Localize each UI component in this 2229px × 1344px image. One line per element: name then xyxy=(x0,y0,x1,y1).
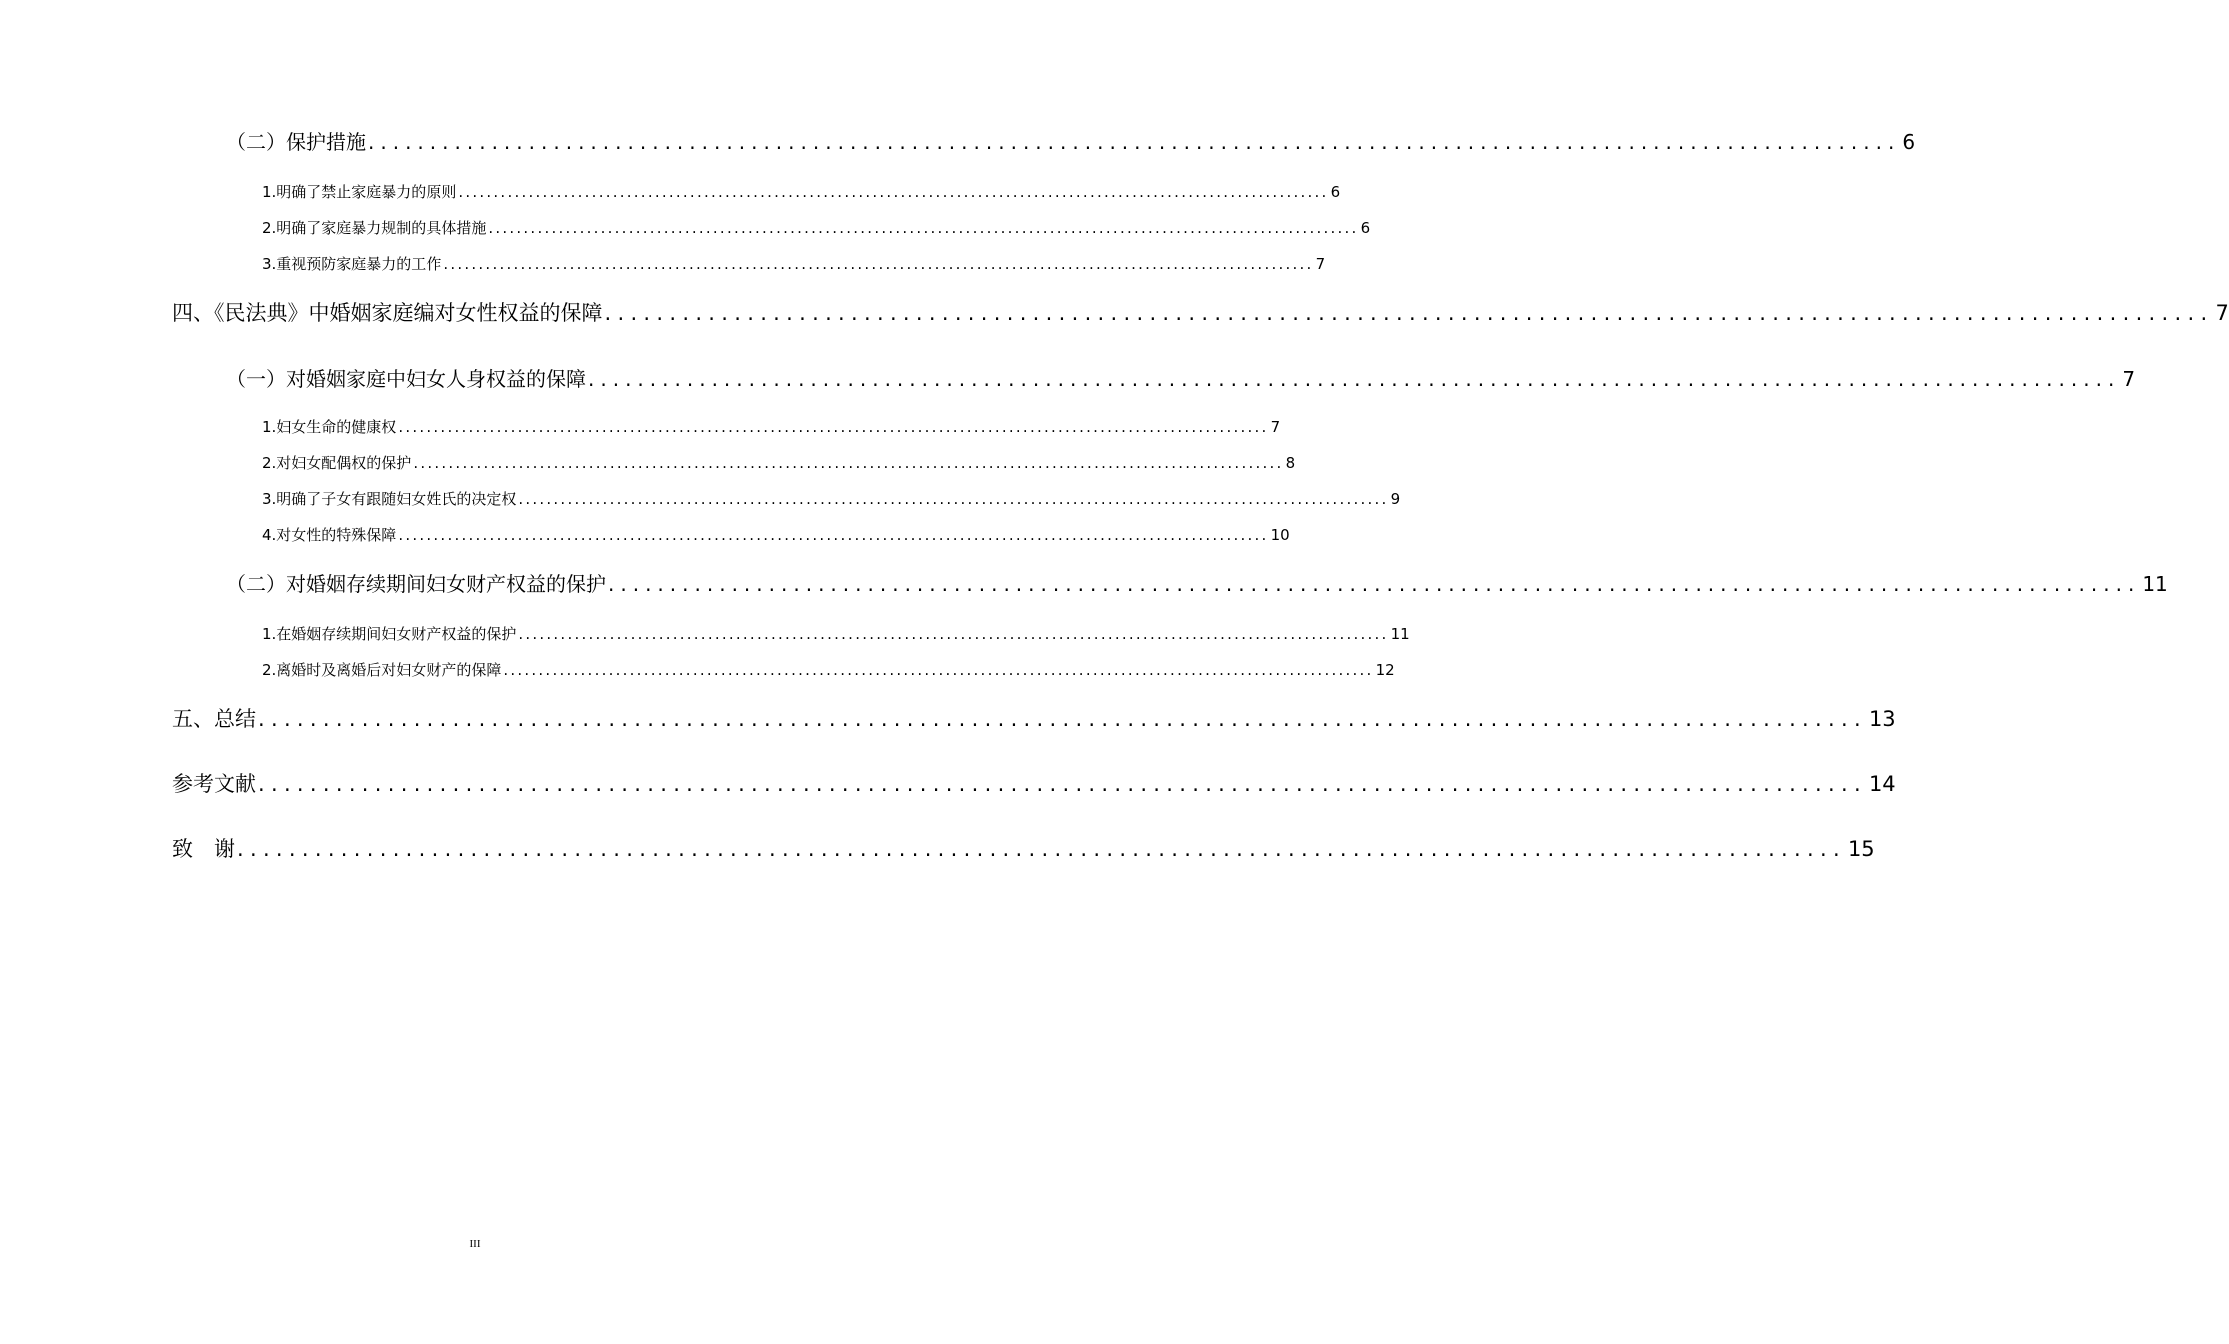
toc-entry[interactable] xyxy=(226,363,2136,392)
toc-entry-page: 12 xyxy=(1375,661,1395,679)
toc-entry[interactable] xyxy=(262,217,1371,238)
toc-leader-dots: ............................................................................................................................ xyxy=(458,183,1329,201)
toc-entry-title: 四、《民法典》中婚姻家庭编对女性权益的保障 xyxy=(172,301,603,325)
toc-entry[interactable] xyxy=(262,452,1296,473)
toc-entry[interactable] xyxy=(172,297,2229,327)
toc-entry[interactable] xyxy=(262,253,1326,274)
toc-entry-title: 1.明确了禁止家庭暴力的原则 xyxy=(262,183,457,201)
toc-entry[interactable] xyxy=(262,659,1395,680)
toc-leader-dots: ............................................................................................................................ xyxy=(237,837,1846,861)
toc-entry-page: 6 xyxy=(1902,130,1916,154)
toc-entry[interactable] xyxy=(262,623,1410,644)
toc-leader-dots: ............................................................................................................................ xyxy=(258,707,1867,731)
toc-entry-page: 11 xyxy=(1390,625,1410,643)
toc-entry-title: 3.重视预防家庭暴力的工作 xyxy=(262,255,442,273)
toc-entry-title: 2.对妇女配偶权的保护 xyxy=(262,454,412,472)
toc-entry-title: 1.在婚姻存续期间妇女财产权益的保护 xyxy=(262,625,517,643)
toc-leader-dots: ............................................................................................................................ xyxy=(503,661,1374,679)
toc-entry-title: 4.对女性的特殊保障 xyxy=(262,526,397,544)
toc-entry-page: 7 xyxy=(2215,301,2229,325)
toc-entry[interactable] xyxy=(172,703,1896,733)
toc-leader-dots: ............................................................................................................................ xyxy=(398,526,1269,544)
toc-leader-dots: ............................................................................................................................ xyxy=(258,772,1867,796)
toc-leader-dots: ............................................................................................................................ xyxy=(488,219,1359,237)
page-number-footer: III xyxy=(469,1238,481,1250)
toc-entry-page: 8 xyxy=(1285,454,1296,472)
toc-leader-dots: ............................................................................................................................ xyxy=(604,301,2214,325)
toc-entry-page: 7 xyxy=(2122,367,2136,391)
toc-entry-title: 1.妇女生命的健康权 xyxy=(262,418,397,436)
toc-leader-dots: ............................................................................................................................ xyxy=(518,490,1389,508)
toc-entry[interactable] xyxy=(262,416,1281,437)
toc-entry[interactable] xyxy=(262,488,1401,509)
toc-entry-page: 10 xyxy=(1270,526,1290,544)
toc-entry-page: 6 xyxy=(1360,219,1371,237)
toc-entry[interactable] xyxy=(262,181,1341,202)
toc-entry-title: （一）对婚姻家庭中妇女人身权益的保障 xyxy=(226,367,586,391)
toc-entry[interactable] xyxy=(172,768,1896,798)
toc-leader-dots: ............................................................................................................................ xyxy=(413,454,1284,472)
toc-entry-title: 3.明确了子女有跟随妇女姓氏的决定权 xyxy=(262,490,517,508)
toc-entry[interactable] xyxy=(172,833,1875,863)
toc-entry-page: 6 xyxy=(1330,183,1341,201)
toc-leader-dots: ............................................................................................................................ xyxy=(608,572,2141,596)
toc-entry-title: 2.离婚时及离婚后对妇女财产的保障 xyxy=(262,661,502,679)
toc-entry-page: 9 xyxy=(1390,490,1401,508)
toc-leader-dots: ............................................................................................................................ xyxy=(518,625,1389,643)
toc-leader-dots: ............................................................................................................................ xyxy=(398,418,1269,436)
toc-entry-page: 14 xyxy=(1868,772,1896,796)
toc-entry[interactable] xyxy=(226,568,2168,597)
toc-entry-title: （二）对婚姻存续期间妇女财产权益的保护 xyxy=(226,572,606,596)
toc-entry[interactable] xyxy=(226,126,1916,155)
toc-leader-dots: ............................................................................................................................ xyxy=(588,367,2121,391)
toc-entry-title: 2.明确了家庭暴力规制的具体措施 xyxy=(262,219,487,237)
toc-entry-title: （二）保护措施 xyxy=(226,130,366,154)
toc-entry[interactable] xyxy=(262,524,1290,545)
toc-entry-title: 参考文献 xyxy=(172,772,256,796)
toc-leader-dots: ............................................................................................................................ xyxy=(443,255,1314,273)
toc-entry-page: 13 xyxy=(1868,707,1896,731)
toc-leader-dots: ............................................................................................................................ xyxy=(368,130,1901,154)
toc-entry-title: 致 谢 xyxy=(172,837,235,861)
toc-entry-page: 11 xyxy=(2142,572,2168,596)
toc-entry-title: 五、总结 xyxy=(172,707,256,731)
toc-entry-page: 7 xyxy=(1315,255,1326,273)
toc-entry-page: 7 xyxy=(1270,418,1281,436)
toc-entry-page: 15 xyxy=(1847,837,1875,861)
